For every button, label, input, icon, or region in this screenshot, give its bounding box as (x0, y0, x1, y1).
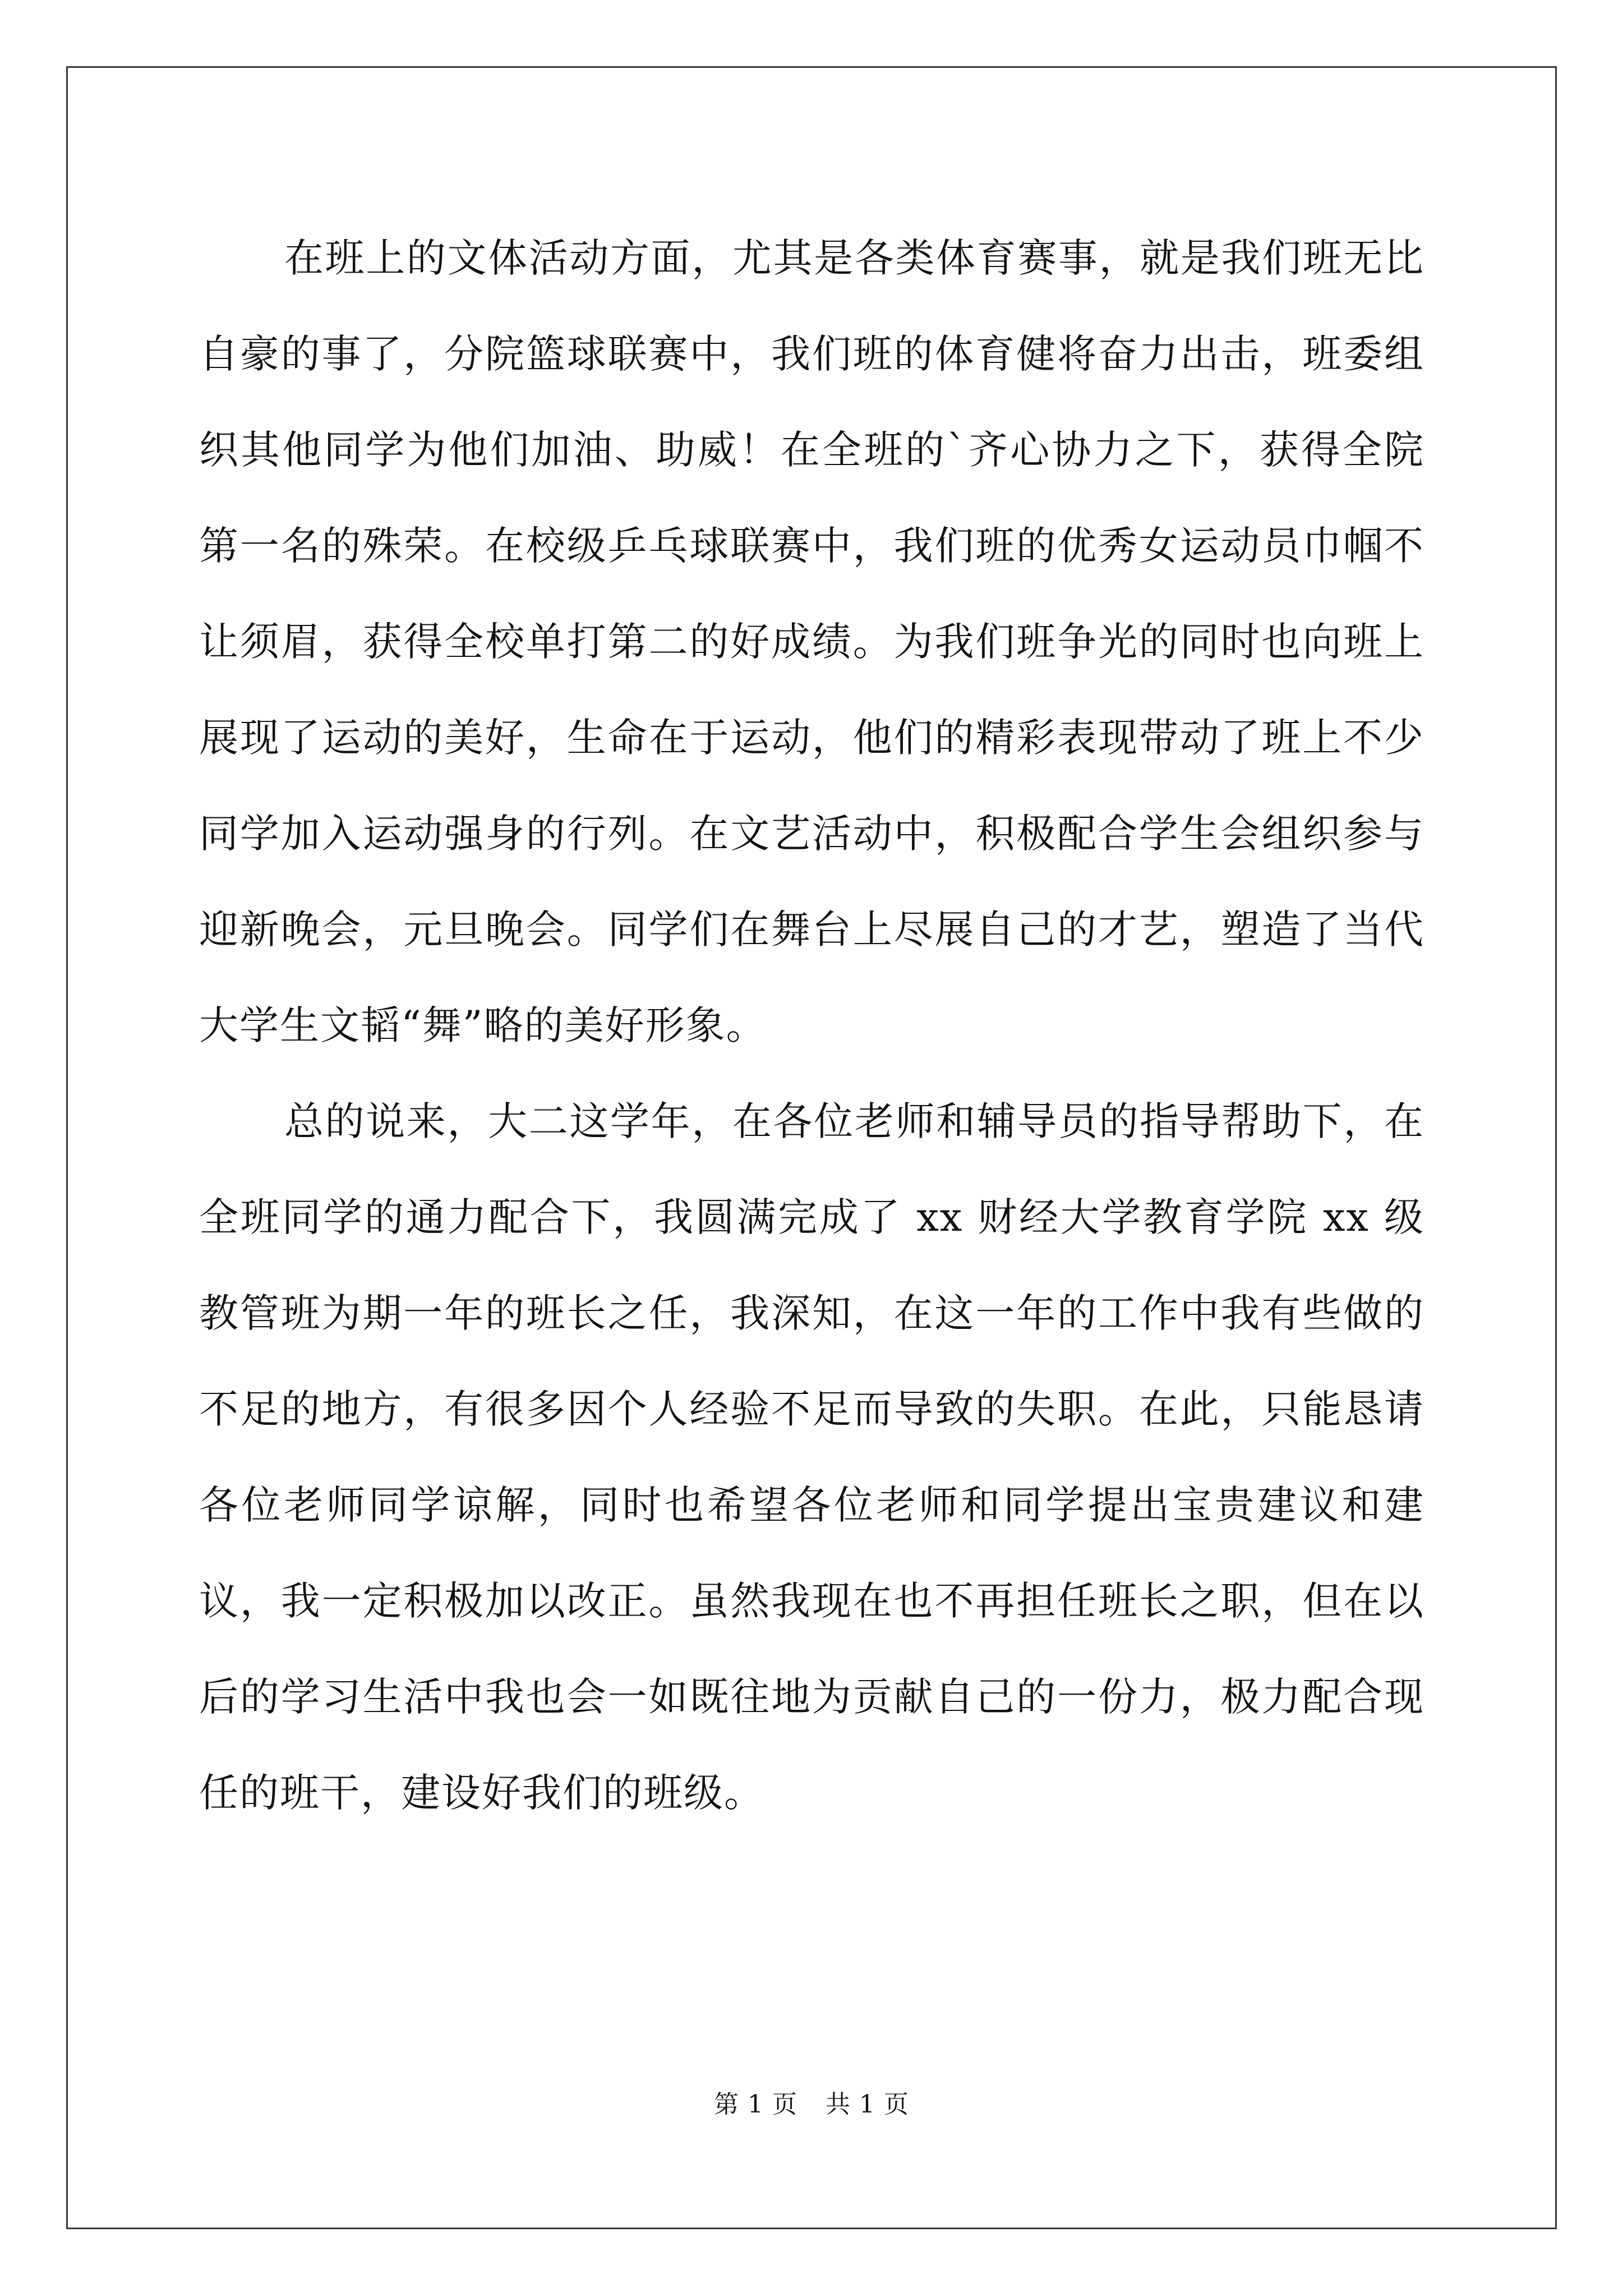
paragraph-year-summary: 总的说来，大二这学年，在各位老师和辅导员的指导帮助下，在全班同学的通力配合下，我圆满完成了 xx 财经大学教育学院 xx 级教管班为期一年的班长之任，我深知，在这一年的工作中我有些做的不足的地方，有很多因个人经验不足而导致的失职。在此，只能恳请各位老师同学谅解，同时也希望各位老师和同学提出宝贵建议和建议，我一定积极加以改正。虽然我现在也不再担任班长之职，但在以后的学习生活中我也会一如既往地为贡献自己的一份力，极力配合现任的班干，建设好我们的班级。 (199, 1098, 1424, 1816)
page-number-current: 第 1 页 (714, 2090, 797, 2119)
page-number-total: 共 1 页 (826, 2090, 909, 2119)
document-body (199, 210, 1424, 1841)
page-footer (0, 2088, 1623, 2122)
paragraph-sports-activities: 在班上的文体活动方面，尤其是各类体育赛事，就是我们班无比自豪的事了，分院篮球联赛中，我们班的体育健将奋力出击，班委组织其他同学为他们加油、助威！在全班的`齐心协力之下，获得全院第一名的殊荣。在校级乒乓球联赛中，我们班的优秀女运动员巾帼不让须眉，获得全校单打第二的好成绩。为我们班争光的同时也向班上展现了运动的美好，生命在于运动，他们的精彩表现带动了班上不少同学加入运动强身的行列。在文艺活动中，积极配合学生会组织参与迎新晚会，元旦晚会。同学们在舞台上尽展自己的才艺，塑造了当代大学生文韬“舞”略的美好形象。 (199, 235, 1424, 1048)
